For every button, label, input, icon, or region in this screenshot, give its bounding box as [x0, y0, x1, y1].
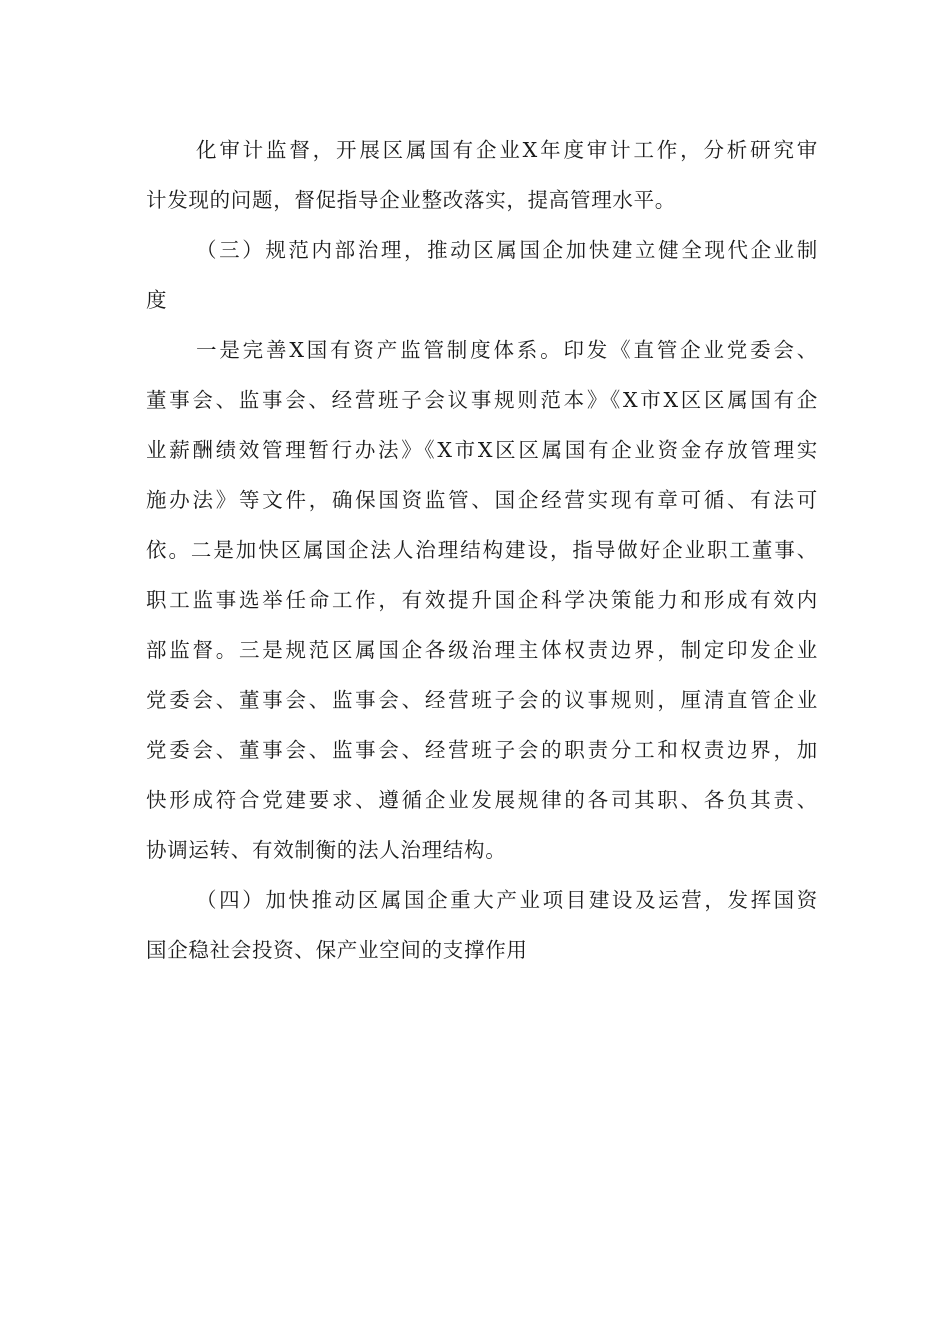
paragraph-line: 依。二是加快区属国企法人治理结构建设，指导做好企业职工董事、 — [146, 538, 818, 562]
paragraph-line: 职工监事选举任命工作，有效提升国企科学决策能力和形成有效内 — [146, 588, 818, 612]
paragraph-line: 一是完善X国有资产监管制度体系。印发《直管企业党委会、 — [196, 338, 818, 362]
paragraph-line: 快形成符合党建要求、遵循企业发展规律的各司其职、各负其责、 — [146, 788, 818, 812]
paragraph-line: 化审计监督，开展区属国有企业X年度审计工作，分析研究审 — [196, 138, 818, 162]
paragraph-line: 党委会、董事会、监事会、经营班子会的议事规则，厘清直管企业 — [146, 688, 818, 712]
paragraph-line: 施办法》等文件，确保国资监管、国企经营实现有章可循、有法可 — [146, 488, 818, 512]
section-heading-4: （四）加快推动区属国企重大产业项目建设及运营，发挥国资 — [196, 888, 818, 912]
section-heading-3-cont: 度 — [146, 288, 168, 312]
paragraph-line: 党委会、董事会、监事会、经营班子会的职责分工和权责边界，加 — [146, 738, 818, 762]
paragraph-line: 业薪酬绩效管理暂行办法》《X市X区区属国有企业资金存放管理实 — [146, 438, 818, 462]
paragraph-line: 协调运转、有效制衡的法人治理结构。 — [146, 838, 507, 862]
section-heading-3: （三）规范内部治理，推动区属国企加快建立健全现代企业制 — [196, 238, 818, 262]
paragraph-line: 董事会、监事会、经营班子会议事规则范本》《X市X区区属国有企 — [146, 388, 818, 412]
section-heading-4-cont: 国企稳社会投资、保产业空间的支撑作用 — [146, 938, 528, 962]
paragraph-line: 部监督。三是规范区属国企各级治理主体权责边界，制定印发企业 — [146, 638, 818, 662]
paragraph-line: 计发现的问题，督促指导企业整改落实，提高管理水平。 — [146, 188, 676, 212]
